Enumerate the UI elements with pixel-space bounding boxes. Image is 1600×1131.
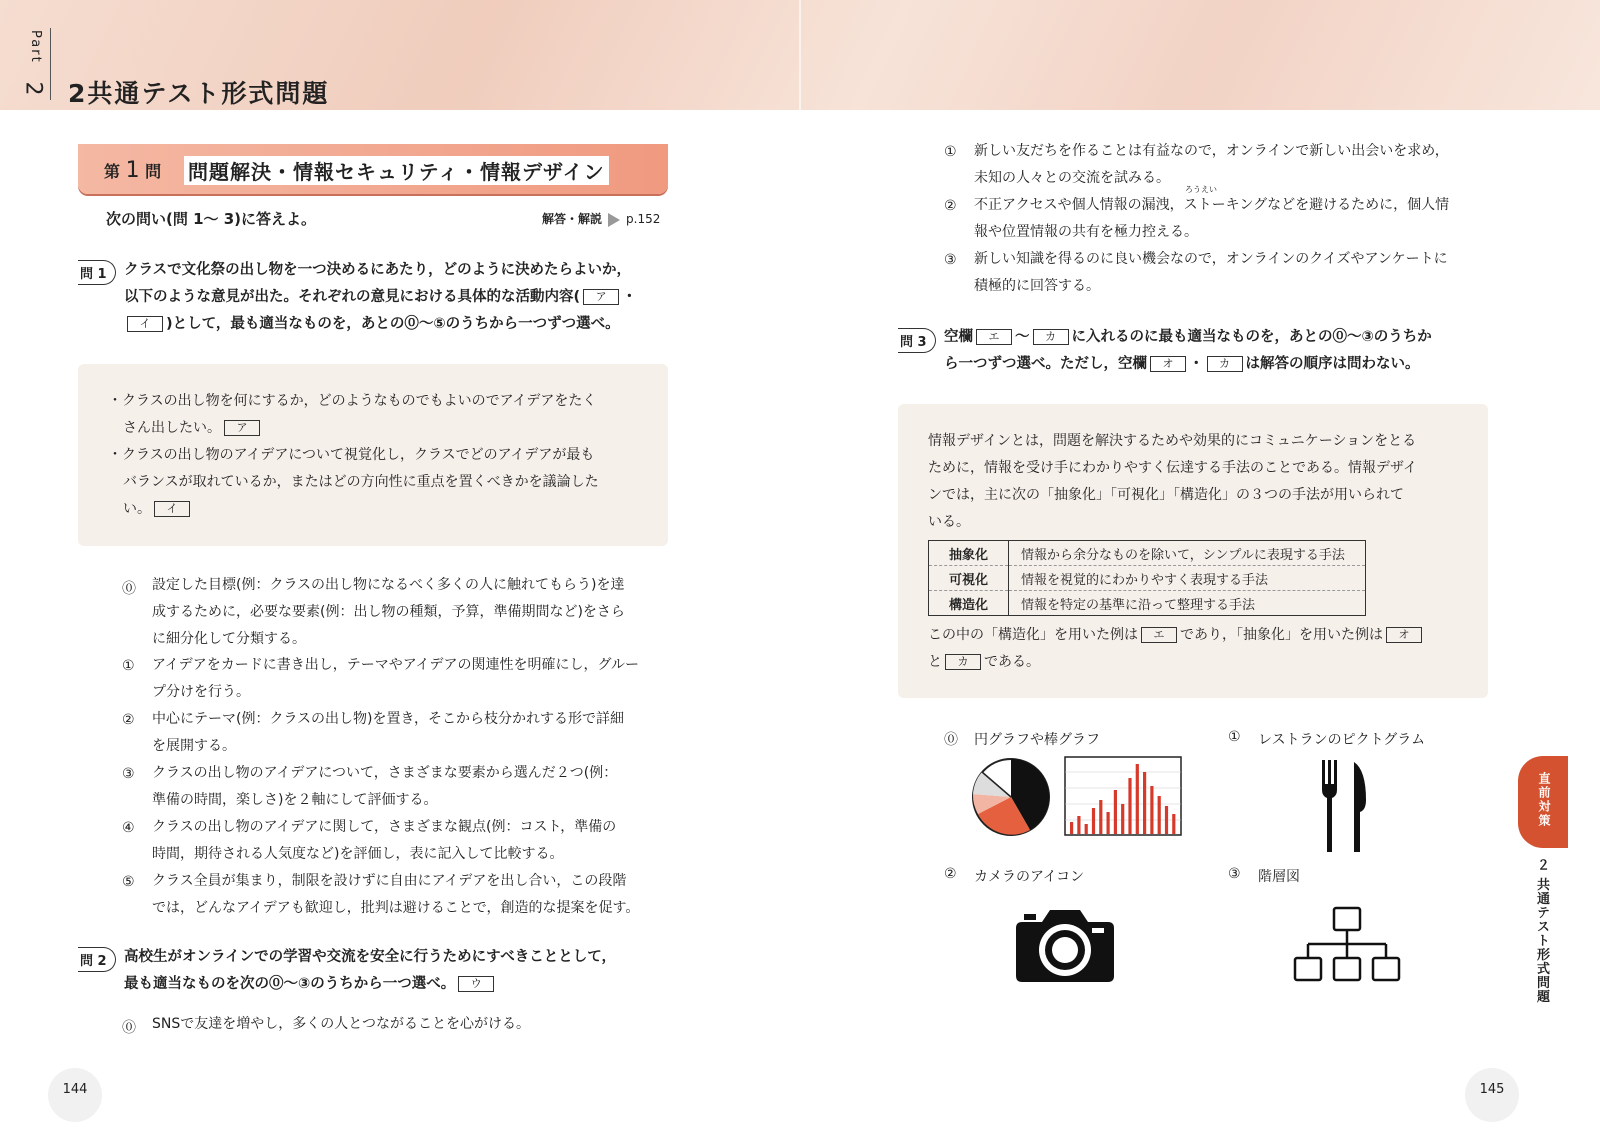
mon2-option-0-number: ⓪ bbox=[122, 1020, 136, 1036]
mon1-panel: ・クラスの出し物を何にするか，どのようなものでもよいのでアイデアをたく さん出したい。 ア ・クラスの出し物のアイデアについて視覚化し，クラスでどのアイデアが最も バランスが取れているか，またはどの方向性に重点を置くべきかを議論した い。 イ bbox=[78, 364, 668, 546]
mon1-option-3-text: クラスの出し物のアイデアについて，さまざまな要素から選んだ２つ(例： 準備の時間，楽しさ)を２軸にして評価する。 bbox=[152, 765, 618, 808]
mon1-option-4-number: ④ bbox=[122, 820, 135, 836]
bar bbox=[1136, 764, 1139, 834]
mon2-option-2-number: ② bbox=[944, 198, 957, 214]
fork-knife-icon bbox=[1318, 760, 1370, 854]
ruby-reading: ろうえい bbox=[1185, 185, 1217, 194]
mon1-option-1-number: ① bbox=[122, 658, 135, 674]
mon2-option-0-text: SNSで友達を増やし，多くの人とつながることを心がける。 bbox=[152, 1016, 530, 1032]
design-methods-table bbox=[928, 540, 1366, 616]
mon2-option-3-number: ③ bbox=[944, 252, 957, 268]
mon2-label: 問 2 bbox=[78, 947, 116, 972]
instruction: 次の問い(問 1〜 3)に答えよ。 bbox=[106, 210, 317, 228]
blank-u: ウ bbox=[458, 976, 494, 992]
bar bbox=[1143, 772, 1146, 834]
bar bbox=[1114, 790, 1117, 834]
mon2-option-1-number: ① bbox=[944, 144, 957, 160]
mon1-option-5-number: ⑤ bbox=[122, 874, 135, 890]
part-divider bbox=[50, 28, 51, 100]
mon2-text: 高校生がオンラインでの学習や交流を安全に行うためにすべきこととして， 最も適当なものを次の⓪〜③のうちから一つ選べ。 ウ bbox=[124, 949, 616, 992]
bar-chart-icon bbox=[1064, 756, 1182, 836]
bar bbox=[1107, 812, 1110, 834]
answer-reference: 解答・解説 p.152 bbox=[542, 212, 661, 226]
choice-3-label: 階層図 bbox=[1258, 869, 1300, 885]
mon1-option-5-text: クラス全員が集まり，制限を設けずに自由にアイデアを出し合い，この段階 では，どんなアイデアも歓迎し，批判は避けることで，創造的な提案を促す。 bbox=[152, 873, 640, 916]
mon3-panel: 情報デザインとは，問題を解決するためや効果的にコミュニケーションをとる ために，情報を受け手にわかりやすく伝達する手法のことである。情報デザイ ンでは，主に次の「抽象化」「可視化」「構造化」の３つの手法が用いられて いる。 抽象化 情報から余分なものを除いて，シンプルに表現する手法 可視化 情報を視覚的にわかりやすく表現する手法 構造化 情報を特定の基準に沿って整理する手法 この中の「構造化」を用いた例は エ であり，「抽象化」を用いた例は オ と カ である。 bbox=[898, 404, 1488, 698]
mon2-option-2-text: 不正アクセスや個人情報の漏洩，ストーキングなどを避けるために，個人情 報や位置情報の共有を極力控える。 bbox=[974, 197, 1450, 240]
choice-1-number: ① bbox=[1228, 729, 1241, 745]
mon1-text: クラスで文化祭の出し物を一つ決めるにあたり，どのように決めたらよいか， 以下のような意見が出た。それぞれの意見における具体的な活動内容( ア ・ イ )として，最も適当なものを，あとの⓪〜⑤のうちから一つずつ選べ。 bbox=[124, 262, 637, 332]
table-row: 可視化 情報を視覚的にわかりやすく表現する手法 bbox=[929, 566, 1366, 591]
blank-i: イ bbox=[127, 316, 163, 332]
bar bbox=[1099, 800, 1102, 834]
question-number: 第 1 問 bbox=[104, 158, 162, 183]
choice-0-label: 円グラフや棒グラフ bbox=[974, 732, 1100, 748]
mon1-option-2-text: 中心にテーマ(例：クラスの出し物)を置き，そこから枝分かれする形で詳細 を展開する。 bbox=[152, 711, 624, 754]
table-row: 構造化 情報を特定の基準に沿って整理する手法 bbox=[929, 591, 1366, 616]
hierarchy-diagram-icon bbox=[1292, 906, 1402, 984]
blank-a: ア bbox=[583, 289, 619, 305]
pie-chart-icon bbox=[970, 756, 1052, 838]
mon1-option-3-number: ③ bbox=[122, 766, 135, 782]
arrow-right-icon bbox=[608, 213, 620, 227]
choice-1-label: レストランのピクトグラム bbox=[1258, 732, 1426, 748]
bar bbox=[1077, 816, 1080, 834]
camera-icon bbox=[1014, 904, 1116, 984]
choice-0-number: ⓪ bbox=[944, 732, 958, 748]
bar bbox=[1121, 804, 1124, 834]
bar bbox=[1172, 814, 1175, 834]
right-page bbox=[800, 0, 1600, 1131]
mon1-option-4-text: クラスの出し物のアイデアに関して，さまざまな観点(例：コスト，準備の 時間，期待される人気度など)を評価し，表に記入して比較する。 bbox=[152, 819, 617, 862]
mon1-option-0-number: ⓪ bbox=[122, 581, 136, 597]
page-number-left: 144 bbox=[48, 1068, 102, 1122]
bar bbox=[1150, 786, 1153, 834]
chapter-title: 2共通テスト形式問題 bbox=[68, 79, 330, 108]
page-number-right: 145 bbox=[1465, 1068, 1519, 1122]
choice-2-number: ② bbox=[944, 866, 957, 882]
question-title: 問題解決・情報セキュリティ・情報デザイン bbox=[184, 156, 609, 185]
part-number: 2 bbox=[20, 81, 46, 96]
choice-2-label: カメラのアイコン bbox=[974, 869, 1085, 885]
table-row: 抽象化 情報から余分なものを除いて，シンプルに表現する手法 bbox=[929, 541, 1366, 566]
bar bbox=[1085, 824, 1088, 834]
mon1-label: 問 1 bbox=[78, 260, 116, 285]
question-banner bbox=[78, 144, 668, 194]
mon2-option-3-text: 新しい知識を得るのに良い機会なので，オンラインのクイズやアンケートに 積極的に回答する。 bbox=[974, 251, 1448, 294]
mon1-option-1-text: アイデアをカードに書き出し，テーマやアイデアの関連性を明確にし，グルー プ分けを行う。 bbox=[152, 657, 640, 700]
mon1-option-0-text: 設定した目標(例：クラスの出し物になるべく多くの人に触れてもらう)を達 成するために，必要な要素(例：出し物の種類，予算，準備期間など)をさら に細分化して分類する。 bbox=[152, 577, 625, 647]
bar bbox=[1070, 822, 1073, 834]
section-tab-label: 直前対策 bbox=[1537, 772, 1551, 828]
section-tab[interactable] bbox=[1518, 756, 1568, 848]
bar bbox=[1165, 806, 1168, 834]
bar bbox=[1092, 808, 1095, 834]
choice-3-number: ③ bbox=[1228, 866, 1241, 882]
mon1-option-2-number: ② bbox=[122, 712, 135, 728]
mon3-label: 問 3 bbox=[898, 328, 936, 353]
mon3-text: 空欄 エ 〜 カ に入れるのに最も適当なものを，あとの⓪〜③のうちか ら一つずつ選べ。ただし，空欄 オ ・ カ は解答の順序は問わない。 bbox=[944, 329, 1432, 372]
mon2-option-1-text: 新しい友だちを作ることは有益なので，オンラインで新しい出会いを求め， 未知の人々との交流を試みる。 bbox=[974, 143, 1449, 186]
bar bbox=[1158, 796, 1161, 834]
bar bbox=[1128, 778, 1131, 834]
part-label: Part bbox=[28, 30, 43, 64]
side-chapter-label: ２ 共通テスト形式問題 bbox=[1534, 858, 1549, 1004]
